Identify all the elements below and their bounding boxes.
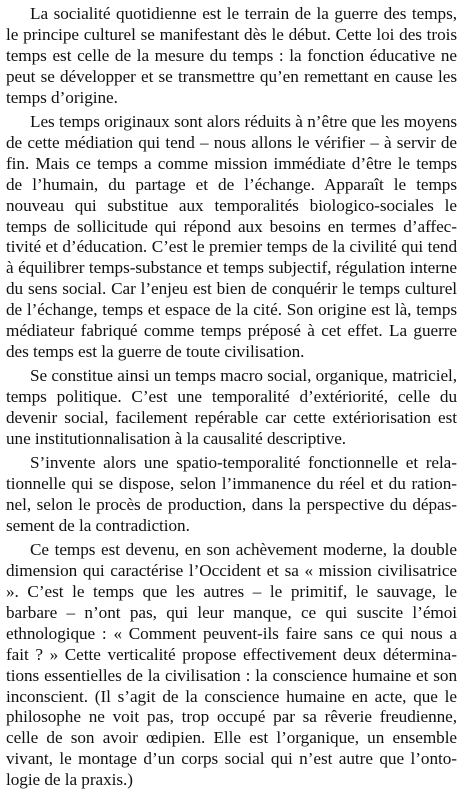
paragraph-4: S’invente alors une spatio-temporalité fonctionnelle et relationnelle qui se dispose, selon l’immanence du réel et du rationnel, selon le procès de production, dans la perspective du dépassement de la contradiction. [6,453,457,535]
paragraph-1: La socialité quotidienne est le terrain de la guerre des temps, le principe culturel se manifestant dès le début. Cette loi des trois temps est celle de la mesure du temps : la fonction éducative ne peut se développer et se transmettre qu’en remettant en cause les temps d’origine. [6,4,457,107]
paragraph-2: Les temps originaux sont alors réduits à n’être que les moyens de cette médiation qui tend – nous allons le vérifier – à servir de fin. Mais ce temps a comme mission immédiate d’être le temps de l’humain, du partage et de l’échange. Apparaît le temps nouveau qui substitue aux temporalités biologico-sociales le temps de sollicitude qui répond aux besoins en termes d’affectivité et d’éducation. C’est le premier temps de la civilité qui tend à équilibrer temps-substance et temps subjectif, régulation interne du sens social. Car l’enjeu est bien de conquérir le temps culturel de l’échange, temps et espace de la cité. Son origine est là, temps médiateur fabriqué comme temps préposé à cet effet. La guerre des temps est la guerre de toute civilisation. [6,111,457,362]
paragraph-5: Ce temps est devenu, en son achèvement moderne, la double dimension qui caractérise l’Occident et sa « mission civilisatrice ». C’est le temps que les autres – le primitif, le sauvage, le barbare – n’ont pas, qui leur manque, ce qui suscite l’émoi ethnologique : « Comment peuvent-ils faire sans ce qui nous a fait ? » Cette verticalité propose effectivement deux déterminations essentielles de la civilisation : la conscience humaine et son inconscient. (Il s’agit de la conscience humaine en acte, que le philosophe ne voit pas, trop occupé par sa rêverie freudienne, celle de son avoir œdipien. Elle est l’organique, un ensemble vivant, le montage d’un corps social qui n’est autre que l’ontologie de la praxis.) [6,539,457,790]
paragraph-3: Se constitue ainsi un temps macro social, organique, matriciel, temps politique. C’est une temporalité d’extériorité, celle du devenir social, facilement repérable car cette extériorisation est une institutionnalisation à la causalité descriptive. [6,366,457,449]
